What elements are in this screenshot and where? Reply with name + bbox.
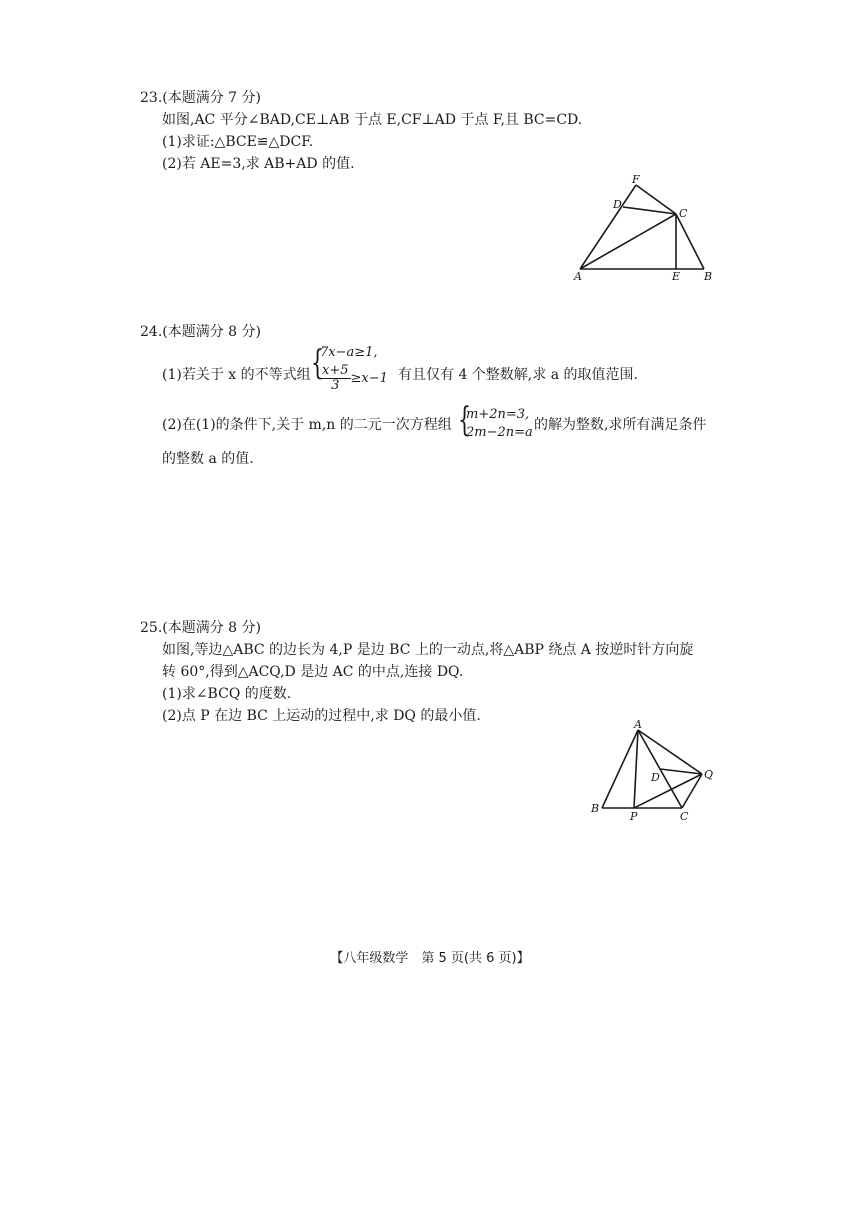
label-c: C	[680, 810, 689, 823]
q24-eq2: 2m−2n=a	[466, 425, 533, 440]
label-b: B	[704, 270, 713, 282]
q23-header: 23.(本题满分 7 分)	[140, 90, 261, 106]
label-f: F	[632, 173, 640, 186]
q24-eq1: m+2n=3,	[466, 407, 530, 422]
label-e: E	[672, 270, 681, 282]
q24-fraction	[320, 364, 351, 393]
label-d: D	[651, 771, 660, 784]
segment-cb	[676, 214, 704, 269]
q23-figure	[568, 172, 718, 282]
segment-ab	[602, 730, 638, 808]
segment-ap	[634, 730, 638, 808]
q24-part2-line2: 的整数 a 的值.	[162, 451, 254, 467]
q24-part2-prefix: (2)在(1)的条件下,关于 m,n 的二元一次方程组	[162, 417, 452, 433]
q24-part2-suffix: 的解为整数,求所有满足条件	[534, 417, 707, 433]
label-q: Q	[704, 768, 714, 781]
label-c: C	[679, 207, 688, 220]
label-b: B	[591, 802, 600, 815]
page-footer: 【八年级数学 第 5 页(共 6 页)】	[330, 951, 530, 966]
q23-stem: 如图,AC 平分∠BAD,CE⊥AB 于点 E,CF⊥AD 于点 F,且 BC=CD.	[162, 112, 583, 128]
label-a: A	[634, 718, 642, 731]
q24-part1-suffix: 有且仅有 4 个整数解,求 a 的取值范围.	[398, 367, 638, 383]
q23-part1: (1)求证:△BCE≌△DCF.	[162, 134, 314, 150]
label-p: P	[630, 810, 638, 823]
segment-af	[580, 185, 636, 269]
q24-ineq1: 7x−a≥1,	[320, 345, 378, 360]
label-a: A	[574, 270, 582, 282]
q24-brace-2: {	[458, 400, 471, 440]
q25-figure	[584, 718, 724, 828]
q24-brace-1: {	[311, 343, 324, 383]
q25-part2: (2)点 P 在边 BC 上运动的过程中,求 DQ 的最小值.	[162, 708, 481, 724]
q23-part2: (2)若 AE=3,求 AB+AD 的值.	[162, 156, 355, 172]
q25-stem-1: 如图,等边△ABC 的边长为 4,P 是边 BC 上的一动点,将△ABP 绕点 A 按逆时针方向旋	[162, 642, 694, 658]
q25-header: 25.(本题满分 8 分)	[140, 620, 261, 636]
q24-header: 24.(本题满分 8 分)	[140, 324, 261, 340]
segment-aq	[638, 730, 702, 774]
label-d: D	[613, 198, 622, 211]
q24-part1-prefix: (1)若关于 x 的不等式组	[162, 367, 311, 383]
q24-frac-num: x+5	[322, 363, 349, 378]
segment-ac	[580, 214, 676, 269]
q25-part1: (1)求∠BCQ 的度数.	[162, 686, 292, 702]
q24-ineq2-rest: ≥x−1	[350, 371, 388, 386]
q25-stem-2: 转 60°,得到△ACQ,D 是边 AC 的中点,连接 DQ.	[162, 664, 464, 680]
q24-frac-den: 3	[331, 378, 340, 393]
q24-ineq2	[320, 364, 388, 393]
